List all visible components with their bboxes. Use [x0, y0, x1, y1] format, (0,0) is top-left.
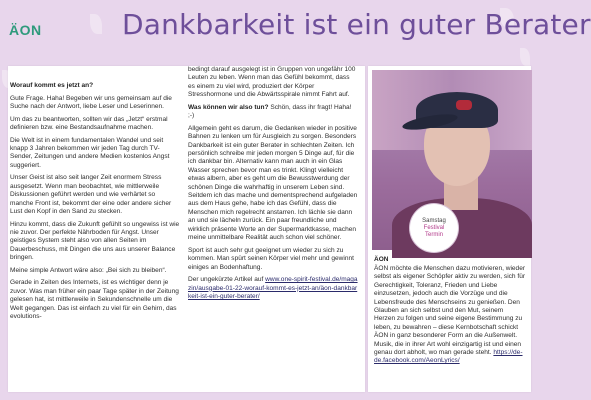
- badge-tag: Festival: [423, 225, 445, 231]
- bg-leaf: [520, 48, 530, 66]
- paragraph-text: Schön, dass ihr fragt! Haha! ;-): [188, 103, 352, 120]
- page-number: 12: [521, 382, 529, 389]
- badge-tag: Termin: [424, 232, 443, 238]
- paragraph: [188, 104, 358, 121]
- article-link[interactable]: www.one-spirit-festival.de/magazin/ausgabe-01-22-worauf-kommt-es-jetzt-an/äon-dankbarkeit-ist-ein-guter-berater/: [188, 276, 358, 300]
- badge-day: Samstag: [422, 218, 446, 224]
- artist-bio: [374, 265, 526, 370]
- article-column-2: [188, 66, 358, 306]
- paragraph: Um das zu beantworten, sollten wir das „Jetzt“ erstmal definieren bzw. eine Bestandsaufnahme machen.: [10, 115, 168, 131]
- paragraph: Gute Frage. Haha! Begeben wir uns gemeinsam auf die Suche nach der Antwort, liebe Leser und Leserinnen.: [10, 94, 172, 110]
- paragraph: Gerade in Zeiten des Internets, ist es wichtiger denn je zuvor. Was man früher ein paar Tage später in der Zeitung gelesen hat, ist mittlerweile in Sekundenschnelle um die Welt gegangen. Das ist einfach zu viel für ein Gehirn, das evolutions-: [10, 279, 179, 321]
- photo-caption: ÄON: [374, 256, 389, 263]
- paragraph: Meine simple Antwort wäre also: „Bei sich zu bleiben“.: [10, 266, 167, 274]
- paragraph: [188, 276, 358, 301]
- facebook-link[interactable]: https://de-de.facebook.com/AeonLyrics/: [374, 349, 523, 365]
- paragraph: Allgemein geht es darum, die Gedanken wieder in positive Bahnen zu lenken um für Ausgleich zu sorgen. Besonders Dankbarkeit ist ein guter Berater in schlechten Zeiten. Ich persönlich schreibe mir jeden morgen 5 Dinge auf, für die ich dankbar bin. Alternativ kann man auch in ein Glas Wasser sprechen bevor man es trinkt. Klingt vielleicht etwas albern, aber es geht um die Bewusstwerdung der schönen Dinge die wahrhaftig in unserem Leben sind. Seitdem ich das mache und dementsprechend aufgeladen aus dem Haus gehe, habe ich das Gefühl, dass die Menschen mich regelrecht anstarren. Ich lächle sie dann an und sie lächeln zurück. Ein paar freundliche und wirklich präsente Worte an der Supermarktkasse, machen meine unmittelbare Realität auch schon viel schöner.: [188, 124, 358, 242]
- paragraph: [374, 265, 526, 366]
- paragraph: Die Welt ist in einem fundamentalen Wandel und seit knapp 3 Jahren bekommen wir jeden Tag durch TV-Sender, Zeitungen und andere Medien kostenlos Angst suggeriert.: [10, 136, 170, 169]
- header-label: ÄON: [9, 22, 42, 38]
- paragraph-text: ÄON möchte die Menschen dazu motivieren, wieder selbst als eigener Schöpfer aktiv zu werden, sich für Gerechtigkeit, Toleranz, Frieden und Liebe einzusetzen, jedoch auch die Vorzüge und die Lebensfreude des Menschseins zu genießen. Den Glauben an sich selbst und den Mut, seinem Herzen zu folgen und seine eigene Bestimmung zu leben, zu bewahren – diese Kernbotschaft schickt ÄON in ganz besonderer Form an die Außenwelt. Musik, die in ihrer Art wohl einzigartig ist und einen genau dort abholt, wo man gerade steht.: [374, 265, 526, 357]
- paragraph-text: Der ungekürzte Artikel auf: [188, 276, 266, 284]
- page-title: Dankbarkeit ist ein guter Berater: [122, 8, 591, 41]
- bg-leaf: [90, 14, 102, 34]
- paragraph: Sport ist auch sehr gut geeignet um wieder zu sich zu kommen. Man spürt seinen Körper viel mehr und gewinnt einiges an Bodenhaftung.: [188, 246, 354, 271]
- paragraph: bedingt darauf ausgelegt ist in Gruppen von ungefähr 100 Leuten zu leben. Wenn man das Gefühl bekommt, dass es einem zu viel wird, produziert der Körper Stresshormone und die Abwärtsspirale nimmt Fahrt auf.: [188, 66, 356, 99]
- article-column-1: [10, 82, 180, 326]
- section-heading: Was können wir also tun?: [188, 103, 269, 111]
- section-heading: Worauf kommt es jetzt an?: [10, 82, 94, 89]
- paragraph: Hinzu kommt, dass die Zukunft gefühlt so ungewiss ist wie nie zuvor. Der perfekte Nährboden für Angst. Unser geistiges System steht also von allen Seiten im Dauerbeschuss, mit Dingen die uns aus unserer Balance bringen.: [10, 220, 180, 262]
- festival-badge: [410, 204, 458, 252]
- paragraph: Unser Geist ist also seit langer Zeit enormem Stress ausgesetzt. Wenn man beobachtet, wie mittlerweile Diskussionen geführt werden und wie verhärtet so manche Front ist, bekommt der eine oder andere sicher Lust den Kopf in den Sand zu stecken.: [10, 174, 172, 216]
